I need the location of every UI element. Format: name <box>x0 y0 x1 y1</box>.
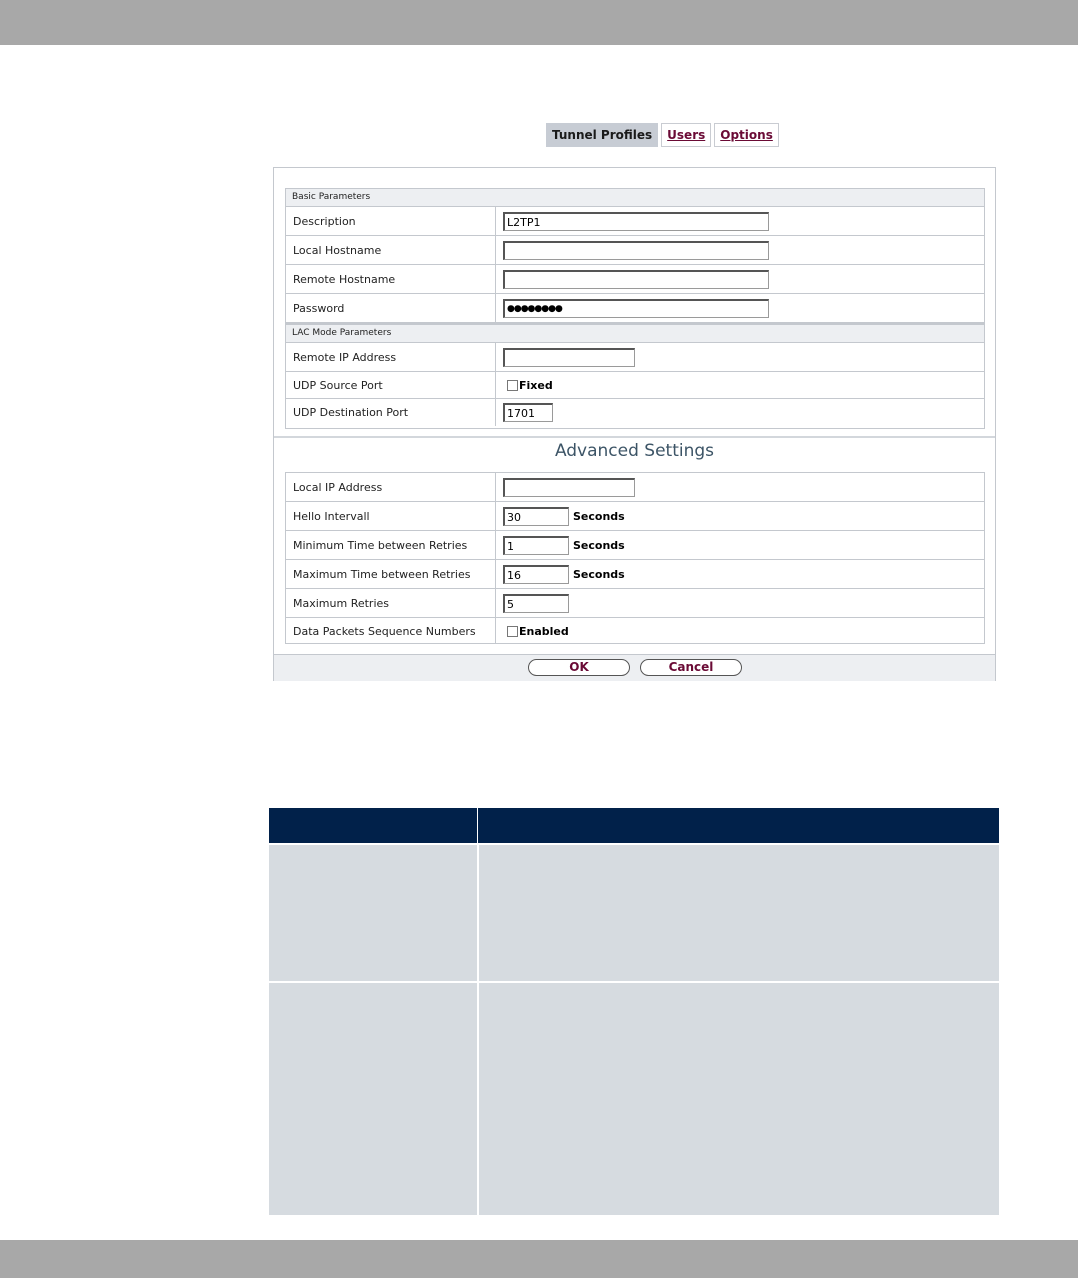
min-time-retries-input[interactable]: 1 <box>503 536 569 555</box>
description-table <box>269 808 999 1215</box>
sequence-numbers-label: Data Packets Sequence Numbers <box>286 618 496 644</box>
row-remote-hostname <box>286 265 984 294</box>
row-max-retries <box>286 589 984 618</box>
tab-users[interactable]: Users <box>661 123 711 147</box>
remote-hostname-label: Remote Hostname <box>286 265 496 293</box>
bottom-band <box>0 1240 1078 1278</box>
password-label: Password <box>286 294 496 322</box>
tab-tunnel-profiles[interactable]: Tunnel Profiles <box>546 123 658 147</box>
form-footer <box>274 654 995 681</box>
remote-hostname-input[interactable] <box>503 270 769 289</box>
min-time-retries-unit: Seconds <box>573 538 625 552</box>
hello-interval-input[interactable]: 30 <box>503 507 569 526</box>
max-retries-input[interactable]: 5 <box>503 594 569 613</box>
table-cell <box>479 983 999 1215</box>
table-row <box>269 981 999 1215</box>
local-hostname-input[interactable] <box>503 241 769 260</box>
row-min-time-retries <box>286 531 984 560</box>
tab-bar <box>546 123 779 147</box>
table-cell <box>269 845 479 981</box>
row-hello-interval <box>286 502 984 531</box>
table-header-cell-1 <box>269 808 478 843</box>
row-local-ip <box>286 473 984 502</box>
hello-interval-label: Hello Intervall <box>286 502 496 530</box>
max-retries-label: Maximum Retries <box>286 589 496 617</box>
udp-destination-port-input[interactable]: 1701 <box>503 403 553 422</box>
local-ip-label: Local IP Address <box>286 473 496 501</box>
table-row <box>269 843 999 981</box>
table-cell <box>479 845 999 981</box>
advanced-settings-section <box>285 472 985 644</box>
row-max-time-retries <box>286 560 984 589</box>
tab-options[interactable]: Options <box>714 123 779 147</box>
section-header-basic: Basic Parameters <box>286 189 984 207</box>
description-input[interactable]: L2TP1 <box>503 212 769 231</box>
advanced-settings-title: Advanced Settings <box>554 441 715 461</box>
row-remote-ip <box>286 343 984 372</box>
description-label: Description <box>286 207 496 235</box>
hello-interval-unit: Seconds <box>573 509 625 523</box>
row-description <box>286 207 984 236</box>
ok-button[interactable]: OK <box>528 659 630 676</box>
section-divider <box>274 436 995 438</box>
max-time-retries-label: Maximum Time between Retries <box>286 560 496 588</box>
tunnel-profile-form <box>273 167 996 681</box>
top-band <box>0 0 1078 45</box>
min-time-retries-label: Minimum Time between Retries <box>286 531 496 559</box>
fixed-checkbox-label: Fixed <box>519 378 553 392</box>
fixed-checkbox[interactable] <box>507 380 518 391</box>
section-header-lac: LAC Mode Parameters <box>286 323 984 343</box>
remote-ip-input[interactable] <box>503 348 635 367</box>
row-udp-source-port <box>286 372 984 399</box>
udp-source-port-label: UDP Source Port <box>286 372 496 398</box>
udp-destination-port-label: UDP Destination Port <box>286 399 496 426</box>
remote-ip-label: Remote IP Address <box>286 343 496 371</box>
row-password <box>286 294 984 323</box>
enabled-checkbox[interactable] <box>507 626 518 637</box>
row-udp-destination-port <box>286 399 984 426</box>
basic-parameters-section <box>285 188 985 429</box>
table-header <box>269 808 999 843</box>
local-ip-input[interactable] <box>503 478 635 497</box>
row-local-hostname <box>286 236 984 265</box>
row-sequence-numbers <box>286 618 984 644</box>
cancel-button[interactable]: Cancel <box>640 659 742 676</box>
local-hostname-label: Local Hostname <box>286 236 496 264</box>
table-cell <box>269 983 479 1215</box>
password-input[interactable]: ●●●●●●●● <box>503 299 769 318</box>
enabled-checkbox-label: Enabled <box>519 624 569 638</box>
max-time-retries-input[interactable]: 16 <box>503 565 569 584</box>
max-time-retries-unit: Seconds <box>573 567 625 581</box>
